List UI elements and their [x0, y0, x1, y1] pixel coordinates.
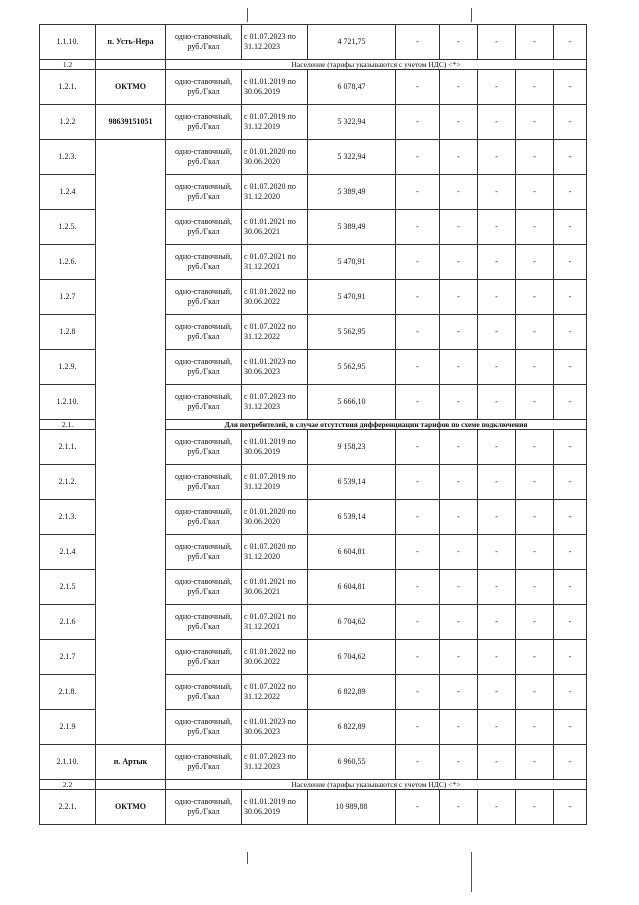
row-number: 2.1.2. [40, 465, 96, 500]
empty-value-dash: - [440, 350, 478, 385]
scan-artifact-line [247, 8, 248, 22]
empty-value-dash: - [440, 140, 478, 175]
empty-value-dash: - [516, 210, 554, 245]
empty-value-dash: - [440, 105, 478, 140]
section-title: Население (тарифы указываются с учетом НДС) <*> [166, 780, 587, 790]
tariff-type: одно-ставочный, руб./Гкал [166, 385, 242, 420]
section-title: Для потребителей, в случае отсутствия дифференциации тарифов по схеме подключения [166, 420, 587, 430]
empty-value-dash: - [516, 175, 554, 210]
location-cell [96, 175, 166, 210]
empty-value-dash: - [554, 245, 587, 280]
empty-value-dash: - [478, 745, 516, 780]
tariff-type: одно-ставочный, руб./Гкал [166, 350, 242, 385]
tariff-value: 5 470,91 [308, 245, 396, 280]
empty-value-dash: - [516, 315, 554, 350]
empty-value-dash: - [396, 105, 440, 140]
empty-value-dash: - [478, 385, 516, 420]
table-row [40, 70, 587, 105]
empty-value-dash: - [554, 210, 587, 245]
table-row [40, 105, 587, 140]
empty-value-dash: - [440, 385, 478, 420]
empty-value-dash: - [554, 70, 587, 105]
empty-value-dash: - [440, 745, 478, 780]
tariff-type: одно-ставочный, руб./Гкал [166, 745, 242, 780]
empty-value-dash: - [396, 675, 440, 710]
tariff-value: 5 562,95 [308, 315, 396, 350]
location-cell [96, 710, 166, 745]
table-row [40, 280, 587, 315]
tariff-type: одно-ставочный, руб./Гкал [166, 675, 242, 710]
section-header-row [40, 420, 587, 430]
empty-value-dash: - [478, 245, 516, 280]
empty-value-dash: - [554, 430, 587, 465]
tariff-period: с 01.07.2019 по 31.12.2019 [242, 105, 308, 140]
empty-value-dash: - [440, 315, 478, 350]
empty-value-dash: - [478, 710, 516, 745]
section-header-row [40, 60, 587, 70]
empty-value-dash: - [396, 280, 440, 315]
tariff-period: с 01.07.2019 по 31.12.2019 [242, 465, 308, 500]
row-number: 1.1.10. [40, 25, 96, 60]
empty-value-dash: - [554, 175, 587, 210]
tariff-period: с 01.07.2020 по 31.12.2020 [242, 535, 308, 570]
row-number: 2.1.8. [40, 675, 96, 710]
empty-value-dash: - [478, 175, 516, 210]
tariff-period: с 01.07.2022 по 31.12.2022 [242, 315, 308, 350]
empty-value-dash: - [516, 245, 554, 280]
tariff-type: одно-ставочный, руб./Гкал [166, 500, 242, 535]
empty-value-dash: - [396, 315, 440, 350]
scan-artifact-line [471, 8, 472, 22]
empty-value-dash: - [396, 570, 440, 605]
row-number: 2.1.3. [40, 500, 96, 535]
tariff-period: с 01.01.2020 по 30.06.2020 [242, 140, 308, 175]
tariff-type: одно-ставочный, руб./Гкал [166, 535, 242, 570]
location-cell [96, 420, 166, 430]
empty-value-dash: - [516, 385, 554, 420]
location-cell [96, 430, 166, 465]
location-cell [96, 605, 166, 640]
empty-value-dash: - [554, 465, 587, 500]
empty-value-dash: - [396, 140, 440, 175]
empty-value-dash: - [396, 385, 440, 420]
empty-value-dash: - [478, 570, 516, 605]
tariff-value: 6 822,89 [308, 675, 396, 710]
tariff-type: одно-ставочный, руб./Гкал [166, 175, 242, 210]
empty-value-dash: - [440, 430, 478, 465]
row-number: 1.2 [40, 60, 96, 70]
tariff-period: с 01.01.2019 по 30.06.2019 [242, 430, 308, 465]
table-row [40, 140, 587, 175]
tariff-type: одно-ставочный, руб./Гкал [166, 430, 242, 465]
tariff-value: 10 989,88 [308, 790, 396, 825]
row-number: 2.1. [40, 420, 96, 430]
tariff-period: с 01.01.2021 по 30.06.2021 [242, 570, 308, 605]
empty-value-dash: - [396, 210, 440, 245]
tariff-period: с 01.07.2020 по 31.12.2020 [242, 175, 308, 210]
row-number: 2.1.6 [40, 605, 96, 640]
tariff-type: одно-ставочный, руб./Гкал [166, 790, 242, 825]
empty-value-dash: - [516, 570, 554, 605]
empty-value-dash: - [516, 535, 554, 570]
tariff-period: с 01.07.2021 по 31.12.2021 [242, 605, 308, 640]
empty-value-dash: - [478, 675, 516, 710]
location-cell [96, 210, 166, 245]
empty-value-dash: - [478, 105, 516, 140]
tariff-value: 4 721,75 [308, 25, 396, 60]
location-cell [96, 780, 166, 790]
tariff-type: одно-ставочный, руб./Гкал [166, 280, 242, 315]
location-cell: п. Артык [96, 745, 166, 780]
table-row [40, 675, 587, 710]
empty-value-dash: - [396, 25, 440, 60]
tariff-type: одно-ставочный, руб./Гкал [166, 25, 242, 60]
empty-value-dash: - [440, 25, 478, 60]
empty-value-dash: - [478, 25, 516, 60]
tariff-value: 5 470,91 [308, 280, 396, 315]
empty-value-dash: - [478, 210, 516, 245]
tariff-value: 6 539,14 [308, 465, 396, 500]
tariff-table-body [40, 25, 587, 825]
section-title: Население (тарифы указываются с учетом НДС) <*> [166, 60, 587, 70]
row-number: 1.2.4 [40, 175, 96, 210]
section-header-row [40, 780, 587, 790]
tariff-period: с 01.01.2022 по 30.06.2022 [242, 280, 308, 315]
empty-value-dash: - [440, 245, 478, 280]
row-number: 2.1.5 [40, 570, 96, 605]
empty-value-dash: - [440, 605, 478, 640]
row-number: 1.2.5. [40, 210, 96, 245]
empty-value-dash: - [554, 350, 587, 385]
empty-value-dash: - [516, 140, 554, 175]
empty-value-dash: - [478, 605, 516, 640]
tariff-type: одно-ставочный, руб./Гкал [166, 210, 242, 245]
empty-value-dash: - [396, 70, 440, 105]
table-row [40, 500, 587, 535]
location-cell [96, 245, 166, 280]
tariff-value: 5 389,49 [308, 210, 396, 245]
empty-value-dash: - [440, 710, 478, 745]
scan-artifact-line [247, 852, 248, 864]
empty-value-dash: - [554, 25, 587, 60]
tariff-period: с 01.07.2023 по 31.12.2023 [242, 385, 308, 420]
empty-value-dash: - [396, 710, 440, 745]
tariff-type: одно-ставочный, руб./Гкал [166, 605, 242, 640]
tariff-period: с 01.01.2022 по 30.06.2022 [242, 640, 308, 675]
empty-value-dash: - [478, 70, 516, 105]
location-cell: ОКТМО [96, 790, 166, 825]
empty-value-dash: - [516, 350, 554, 385]
tariff-period: с 01.07.2023 по 31.12.2023 [242, 745, 308, 780]
empty-value-dash: - [478, 430, 516, 465]
table-row [40, 385, 587, 420]
tariff-type: одно-ставочный, руб./Гкал [166, 140, 242, 175]
empty-value-dash: - [516, 710, 554, 745]
table-row [40, 790, 587, 825]
empty-value-dash: - [396, 640, 440, 675]
table-row [40, 245, 587, 280]
tariff-value: 6 960,55 [308, 745, 396, 780]
location-cell [96, 315, 166, 350]
scan-artifact-line [471, 852, 472, 892]
empty-value-dash: - [440, 465, 478, 500]
empty-value-dash: - [478, 790, 516, 825]
empty-value-dash: - [516, 640, 554, 675]
tariff-value: 6 604,81 [308, 535, 396, 570]
empty-value-dash: - [516, 675, 554, 710]
row-number: 1.2.3. [40, 140, 96, 175]
empty-value-dash: - [396, 245, 440, 280]
table-row [40, 605, 587, 640]
row-number: 2.1.7 [40, 640, 96, 675]
empty-value-dash: - [440, 280, 478, 315]
tariff-value: 5 322,94 [308, 105, 396, 140]
empty-value-dash: - [478, 315, 516, 350]
table-row [40, 640, 587, 675]
location-cell [96, 280, 166, 315]
row-number: 1.2.1. [40, 70, 96, 105]
empty-value-dash: - [554, 675, 587, 710]
tariff-period: с 01.07.2023 по 31.12.2023 [242, 25, 308, 60]
table-row [40, 570, 587, 605]
empty-value-dash: - [516, 605, 554, 640]
row-number: 2.1.10. [40, 745, 96, 780]
empty-value-dash: - [396, 535, 440, 570]
tariff-type: одно-ставочный, руб./Гкал [166, 465, 242, 500]
row-number: 2.1.4 [40, 535, 96, 570]
empty-value-dash: - [516, 430, 554, 465]
empty-value-dash: - [396, 500, 440, 535]
tariff-period: с 01.01.2019 по 30.06.2019 [242, 790, 308, 825]
empty-value-dash: - [554, 570, 587, 605]
location-cell [96, 535, 166, 570]
row-number: 1.2.6. [40, 245, 96, 280]
empty-value-dash: - [440, 500, 478, 535]
table-row [40, 25, 587, 60]
tariff-type: одно-ставочный, руб./Гкал [166, 105, 242, 140]
empty-value-dash: - [554, 140, 587, 175]
table-row [40, 710, 587, 745]
tariff-value: 6 539,14 [308, 500, 396, 535]
empty-value-dash: - [554, 105, 587, 140]
empty-value-dash: - [440, 70, 478, 105]
empty-value-dash: - [554, 605, 587, 640]
empty-value-dash: - [440, 675, 478, 710]
empty-value-dash: - [440, 790, 478, 825]
row-number: 1.2.2 [40, 105, 96, 140]
tariff-period: с 01.01.2023 по 30.06.2023 [242, 350, 308, 385]
row-number: 1.2.10. [40, 385, 96, 420]
location-cell: ОКТМО [96, 70, 166, 105]
location-cell [96, 675, 166, 710]
empty-value-dash: - [554, 640, 587, 675]
tariff-type: одно-ставочный, руб./Гкал [166, 640, 242, 675]
tariff-value: 5 562,95 [308, 350, 396, 385]
empty-value-dash: - [440, 210, 478, 245]
empty-value-dash: - [554, 385, 587, 420]
empty-value-dash: - [396, 465, 440, 500]
tariff-period: с 01.01.2019 по 30.06.2019 [242, 70, 308, 105]
table-row [40, 535, 587, 570]
tariff-value: 5 322,94 [308, 140, 396, 175]
tariff-value: 6 078,47 [308, 70, 396, 105]
row-number: 1.2.7 [40, 280, 96, 315]
location-cell [96, 140, 166, 175]
table-row [40, 745, 587, 780]
location-cell [96, 350, 166, 385]
row-number: 1.2.8 [40, 315, 96, 350]
empty-value-dash: - [478, 535, 516, 570]
tariff-type: одно-ставочный, руб./Гкал [166, 315, 242, 350]
empty-value-dash: - [396, 605, 440, 640]
table-row [40, 315, 587, 350]
tariff-value: 6 604,81 [308, 570, 396, 605]
empty-value-dash: - [440, 535, 478, 570]
location-cell [96, 570, 166, 605]
empty-value-dash: - [554, 790, 587, 825]
empty-value-dash: - [516, 465, 554, 500]
tariff-period: с 01.01.2020 по 30.06.2020 [242, 500, 308, 535]
empty-value-dash: - [440, 175, 478, 210]
empty-value-dash: - [554, 535, 587, 570]
table-row [40, 350, 587, 385]
empty-value-dash: - [516, 25, 554, 60]
empty-value-dash: - [516, 500, 554, 535]
location-cell: п. Усть-Нера [96, 25, 166, 60]
empty-value-dash: - [396, 430, 440, 465]
table-row [40, 465, 587, 500]
empty-value-dash: - [396, 350, 440, 385]
location-cell [96, 500, 166, 535]
tariff-value: 9 158,23 [308, 430, 396, 465]
empty-value-dash: - [478, 350, 516, 385]
empty-value-dash: - [516, 745, 554, 780]
row-number: 2.1.1. [40, 430, 96, 465]
tariff-period: с 01.07.2022 по 31.12.2022 [242, 675, 308, 710]
empty-value-dash: - [440, 570, 478, 605]
tariff-period: с 01.01.2021 по 30.06.2021 [242, 210, 308, 245]
tariff-table [39, 24, 587, 825]
empty-value-dash: - [396, 790, 440, 825]
empty-value-dash: - [554, 500, 587, 535]
empty-value-dash: - [554, 745, 587, 780]
tariff-value: 5 666,10 [308, 385, 396, 420]
empty-value-dash: - [440, 640, 478, 675]
tariff-value: 6 822,89 [308, 710, 396, 745]
empty-value-dash: - [396, 175, 440, 210]
row-number: 2.2.1. [40, 790, 96, 825]
empty-value-dash: - [478, 140, 516, 175]
table-row [40, 175, 587, 210]
empty-value-dash: - [554, 315, 587, 350]
empty-value-dash: - [516, 70, 554, 105]
table-row [40, 210, 587, 245]
tariff-type: одно-ставочный, руб./Гкал [166, 245, 242, 280]
tariff-period: с 01.07.2021 по 31.12.2021 [242, 245, 308, 280]
tariff-value: 6 704,62 [308, 605, 396, 640]
empty-value-dash: - [516, 790, 554, 825]
empty-value-dash: - [554, 710, 587, 745]
tariff-type: одно-ставочный, руб./Гкал [166, 710, 242, 745]
row-number: 2.1.9 [40, 710, 96, 745]
tariff-value: 6 704,62 [308, 640, 396, 675]
empty-value-dash: - [516, 280, 554, 315]
location-cell [96, 465, 166, 500]
empty-value-dash: - [478, 500, 516, 535]
empty-value-dash: - [478, 280, 516, 315]
empty-value-dash: - [478, 465, 516, 500]
location-cell [96, 385, 166, 420]
empty-value-dash: - [516, 105, 554, 140]
empty-value-dash: - [478, 640, 516, 675]
table-row [40, 430, 587, 465]
tariff-value: 5 389,49 [308, 175, 396, 210]
location-cell [96, 640, 166, 675]
tariff-type: одно-ставочный, руб./Гкал [166, 570, 242, 605]
row-number: 2.2 [40, 780, 96, 790]
tariff-type: одно-ставочный, руб./Гкал [166, 70, 242, 105]
tariff-period: с 01.01.2023 по 30.06.2023 [242, 710, 308, 745]
row-number: 1.2.9. [40, 350, 96, 385]
empty-value-dash: - [396, 745, 440, 780]
location-cell [96, 60, 166, 70]
location-cell: 98639151051 [96, 105, 166, 140]
empty-value-dash: - [554, 280, 587, 315]
